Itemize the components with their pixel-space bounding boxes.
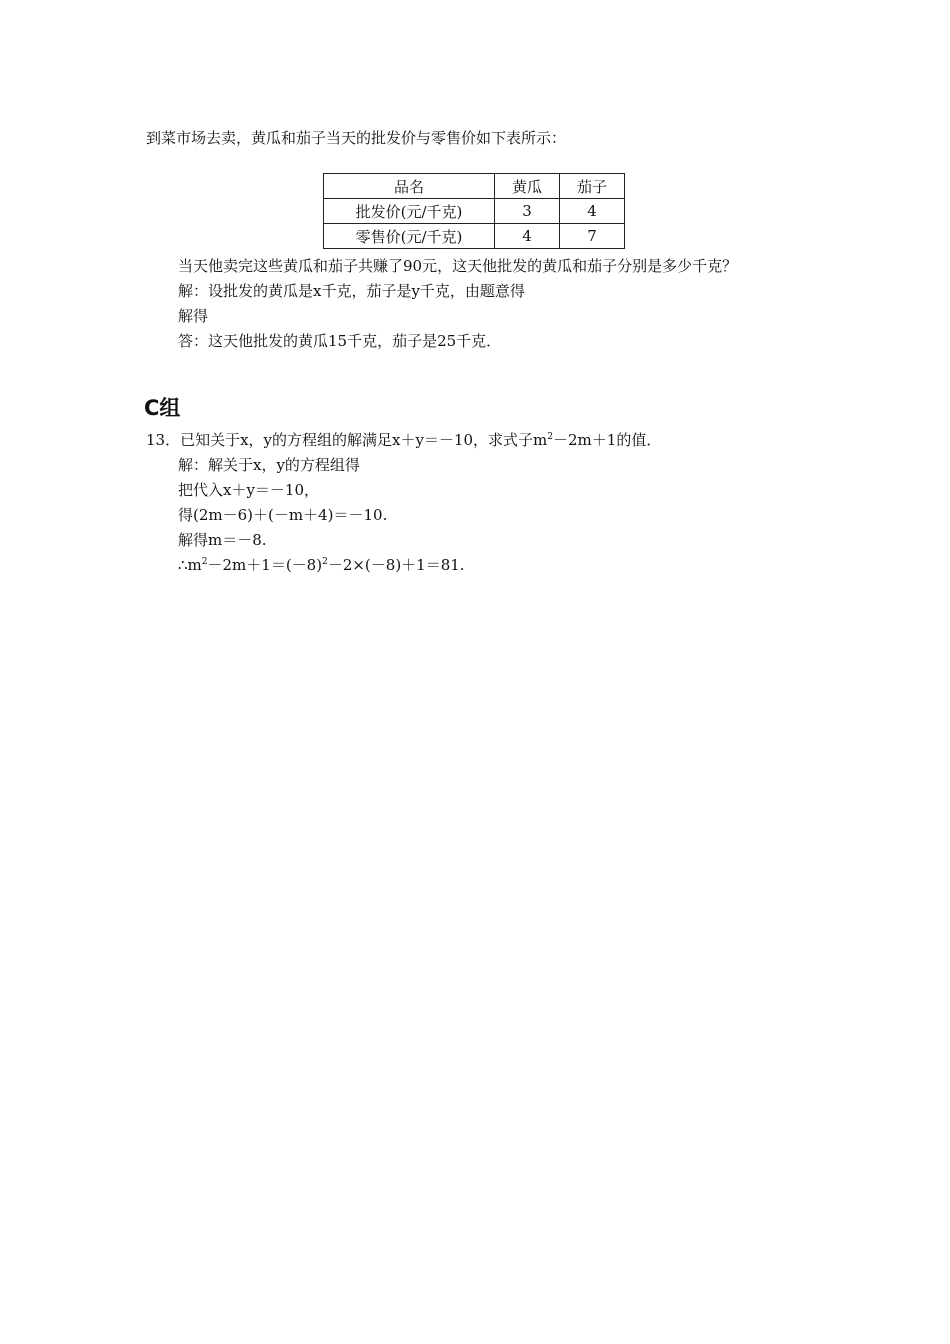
solution-step: 解得m＝－8.	[178, 531, 267, 549]
problem-number: 13．	[146, 431, 181, 449]
problem12-question: 当天他卖完这些黄瓜和茄子共赚了90元，这天他批发的黄瓜和茄子分别是多少千克？	[178, 257, 738, 275]
table-header-cell: 品名	[324, 174, 495, 199]
section-heading: C组	[144, 396, 181, 420]
table-header-row	[324, 174, 625, 199]
table-cell: 4	[495, 224, 560, 249]
table-header-cell: 茄子	[560, 174, 625, 199]
intro-text: 到菜市场去卖，黄瓜和茄子当天的批发价与零售价如下表所示：	[146, 129, 567, 147]
problem12-setup: 解：设批发的黄瓜是x千克，茄子是y千克，由题意得	[178, 282, 525, 300]
table-row	[324, 199, 625, 224]
problem12-answer: 答：这天他批发的黄瓜15千克，茄子是25千克．	[178, 332, 502, 350]
problem12-solved: 解得	[178, 307, 209, 325]
step-text: －2m＋1＝(－8)	[207, 556, 323, 574]
solution-step: 解：解关于x，y的方程组得	[178, 456, 360, 474]
table-cell: 4	[560, 199, 625, 224]
step-text: －2×(－8)＋1＝81.	[327, 556, 465, 574]
table-cell: 零售价(元/千克)	[324, 224, 495, 249]
table-row	[324, 224, 625, 249]
solution-step	[178, 555, 465, 575]
exponent: 2	[322, 557, 328, 567]
solution-step: 把代入x＋y＝－10，	[178, 481, 320, 499]
exponent: 2	[547, 432, 554, 442]
question-text: －2m＋1的值．	[553, 431, 662, 449]
problem13-question	[146, 430, 661, 450]
step-text: ∴m	[178, 556, 202, 574]
table-cell: 7	[560, 224, 625, 249]
exponent: 2	[201, 557, 208, 567]
table-header-cell: 黄瓜	[495, 174, 560, 199]
table-cell: 3	[495, 199, 560, 224]
price-table	[323, 173, 625, 249]
table-cell: 批发价(元/千克)	[324, 199, 495, 224]
question-text: 已知关于x，y的方程组的解满足x＋y＝－10，求式子m	[180, 431, 548, 449]
solution-step: 得(2m－6)＋(－m＋4)＝－10.	[178, 506, 388, 524]
